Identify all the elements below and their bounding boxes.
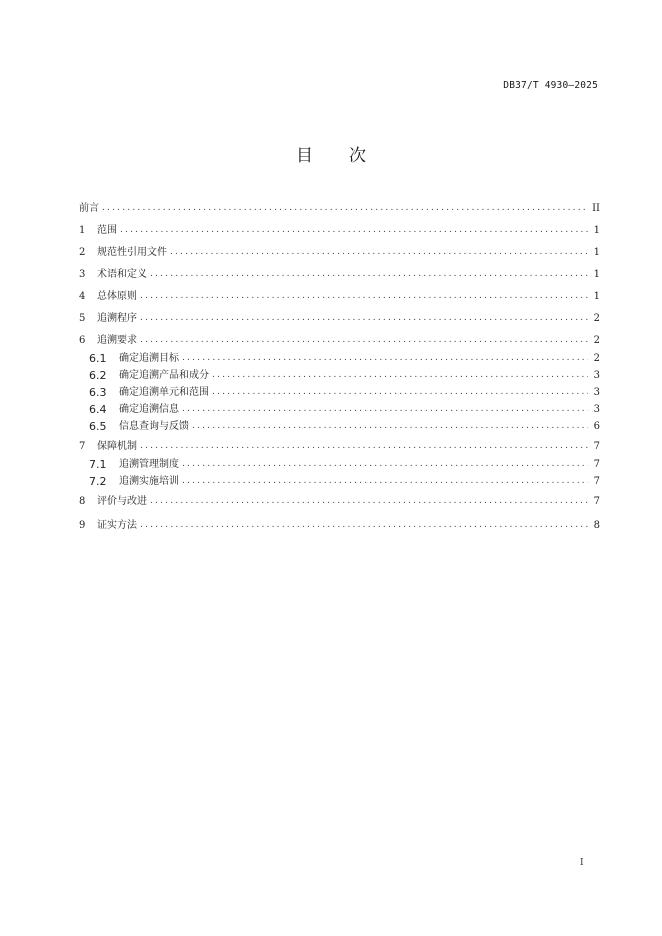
toc-leader-dots bbox=[212, 384, 588, 401]
toc-number: 2 bbox=[79, 247, 86, 258]
toc-page-number: 2 bbox=[593, 313, 600, 324]
toc-page-number: 7 bbox=[593, 441, 600, 452]
toc-page-number: 3 bbox=[593, 404, 600, 415]
toc-leader-dots bbox=[182, 456, 588, 473]
toc-number: 9 bbox=[79, 520, 86, 531]
toc-number: 6.1 bbox=[89, 352, 107, 365]
toc-leader-dots bbox=[140, 438, 588, 455]
toc-number: 3 bbox=[79, 269, 86, 280]
toc-leader-dots bbox=[192, 418, 588, 435]
toc-label: 追溯管理制度 bbox=[119, 459, 179, 470]
toc-entry-6-5[interactable] bbox=[79, 418, 600, 435]
toc-entry-3[interactable] bbox=[79, 266, 600, 283]
toc-page-number: 1 bbox=[593, 291, 600, 302]
toc-entry-6-3[interactable] bbox=[79, 384, 600, 401]
toc-leader-dots bbox=[140, 310, 588, 327]
toc-label: 追溯程序 bbox=[97, 313, 137, 324]
toc-leader-dots bbox=[102, 200, 588, 217]
toc-number: 6 bbox=[79, 335, 86, 346]
toc-page-number: 7 bbox=[593, 476, 600, 487]
toc-page-number: 8 bbox=[593, 520, 600, 531]
toc-label: 保障机制 bbox=[97, 441, 137, 452]
toc-leader-dots bbox=[140, 517, 588, 534]
toc-entry-6[interactable] bbox=[79, 332, 600, 349]
toc-number: 1 bbox=[79, 225, 86, 236]
toc-number: 7 bbox=[79, 441, 86, 452]
toc-number: 6.5 bbox=[89, 420, 107, 433]
toc-leader-dots bbox=[182, 401, 588, 418]
toc-label: 确定追溯产品和成分 bbox=[119, 370, 209, 381]
toc-entry-7-1[interactable] bbox=[79, 456, 600, 473]
standard-code: DB37/T 4930—2025 bbox=[503, 80, 598, 91]
title-char-2: 次 bbox=[349, 146, 366, 166]
toc-entry-foreword[interactable] bbox=[79, 200, 600, 217]
toc-entry-8[interactable] bbox=[79, 493, 600, 510]
toc-label: 总体原则 bbox=[97, 291, 137, 302]
toc-leader-dots bbox=[170, 244, 588, 261]
page-number: I bbox=[580, 858, 584, 868]
toc-page-number: II bbox=[592, 203, 600, 214]
title-char-1: 目 bbox=[296, 146, 313, 166]
toc-number: 7.1 bbox=[89, 458, 107, 471]
toc-label: 证实方法 bbox=[97, 520, 137, 531]
toc-leader-dots bbox=[140, 288, 588, 305]
toc-page-number: 7 bbox=[593, 496, 600, 507]
toc-leader-dots bbox=[140, 332, 588, 349]
toc-label: 追溯要求 bbox=[97, 335, 137, 346]
toc-number: 5 bbox=[79, 313, 86, 324]
toc-leader-dots bbox=[212, 367, 588, 384]
toc-page-number: 1 bbox=[593, 269, 600, 280]
toc-label: 术语和定义 bbox=[97, 269, 147, 280]
toc-entry-6-4[interactable] bbox=[79, 401, 600, 418]
toc-page-number: 2 bbox=[593, 353, 600, 364]
toc-entry-5[interactable] bbox=[79, 310, 600, 327]
toc-page-number: 7 bbox=[593, 459, 600, 470]
toc-leader-dots bbox=[182, 350, 588, 367]
toc-number: 7.2 bbox=[89, 475, 107, 488]
toc-leader-dots bbox=[182, 473, 588, 490]
toc-label: 追溯实施培训 bbox=[119, 476, 179, 487]
toc-entry-7-2[interactable] bbox=[79, 473, 600, 490]
toc-leader-dots bbox=[150, 266, 588, 283]
toc-number: 8 bbox=[79, 496, 86, 507]
toc-label: 确定追溯目标 bbox=[119, 353, 179, 364]
toc-page-number: 3 bbox=[593, 387, 600, 398]
toc-entry-9[interactable] bbox=[79, 517, 600, 534]
toc-entry-6-2[interactable] bbox=[79, 367, 600, 384]
toc-label: 范围 bbox=[97, 225, 117, 236]
toc-number: 4 bbox=[79, 291, 86, 302]
page-title bbox=[0, 141, 662, 166]
toc-entry-4[interactable] bbox=[79, 288, 600, 305]
toc-label: 信息查询与反馈 bbox=[119, 421, 189, 432]
toc-number: 6.4 bbox=[89, 403, 107, 416]
toc-page-number: 1 bbox=[593, 247, 600, 258]
toc-page-number: 3 bbox=[593, 370, 600, 381]
toc-label: 确定追溯信息 bbox=[119, 404, 179, 415]
toc-label: 确定追溯单元和范围 bbox=[119, 387, 209, 398]
toc-leader-dots bbox=[120, 222, 588, 239]
toc-leader-dots bbox=[150, 493, 588, 510]
toc-page-number: 2 bbox=[593, 335, 600, 346]
toc-number: 6.3 bbox=[89, 386, 107, 399]
toc-number: 6.2 bbox=[89, 369, 107, 382]
toc-label: 规范性引用文件 bbox=[97, 247, 167, 258]
toc-page-number: 1 bbox=[593, 225, 600, 236]
toc-entry-1[interactable] bbox=[79, 222, 600, 239]
toc-label: 评价与改进 bbox=[97, 496, 147, 507]
toc-label: 前言 bbox=[79, 203, 99, 214]
toc-page-number: 6 bbox=[593, 421, 600, 432]
toc-entry-2[interactable] bbox=[79, 244, 600, 261]
toc-entry-6-1[interactable] bbox=[79, 350, 600, 367]
toc-entry-7[interactable] bbox=[79, 438, 600, 455]
